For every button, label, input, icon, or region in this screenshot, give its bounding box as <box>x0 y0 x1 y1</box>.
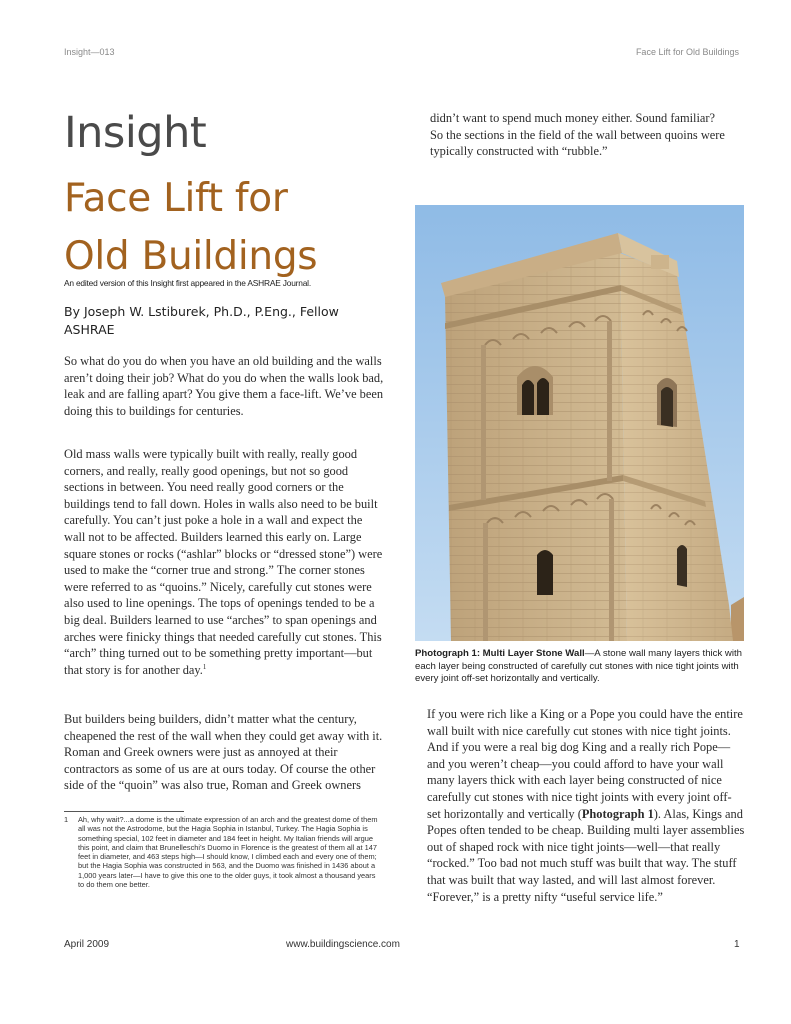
caption-label: Photograph 1: Multi Layer Stone Wall <box>415 648 585 659</box>
byline: By Joseph W. Lstiburek, Ph.D., P.Eng., Fellow ASHRAE <box>64 304 339 337</box>
series-title: Insight <box>64 108 207 158</box>
photograph-stone-tower <box>415 205 744 641</box>
footnote-number: 1 <box>64 815 69 824</box>
body-paragraph-2-text: Old mass walls were typically built with really, really good corners, and really, really good openings, but not so good sections in between. You need really good corners or the buildings tend to fall down. Holes in walls also need to be built carefully. You can’t just poke a hole in a wall and expect the wall not to be affected. Builders learned this early on. Large square stones or rocks (“ashlar” blocks or “dressed stone”) were used to make the “corner true and strong.” The corner stones were referred to as “quoins.” Nicely, carefully cut stones were also used to line openings. The tops of openings tended to be a big deal. Builders learned to use “arches” to span openings and arches were finicky things that needed carefully cut stones. This “arch” thing turned out to be something pretty important—but that story is for another day. <box>64 447 383 677</box>
caption-text: —A stone wall many layers thick with each layer being constructed of carefully cut stones with nice tight joints with every joint off-set horizontally and vertically. <box>415 648 742 685</box>
header-right: Face Lift for Old Buildings <box>635 47 739 57</box>
footnote <box>64 815 382 889</box>
footer-date: April 2009 <box>64 939 110 950</box>
photograph-reference[interactable]: Photograph 1 <box>581 806 654 821</box>
footnote-text: Ah, why wait?...a dome is the ultimate expression of an arch and the greatest dome of them all was not the Astrodome, but the Hagia Sophia in Istanbul, Turkey. The Hagia Sophia is something special, 102 feet in diameter and 184 feet in height. My Italian friends will argue this point, and claim that Brunelleschi’s Duomo in Florence is the greatest of them all at 147 feet in diameter, and 463 steps high—I should know, I climbed each and every one of them; but the Hagia Sophia was constructed in 563, and the Duomo was finished in 1436 about a 1,000 years later—I have to give this one to the older guys, it took almost a thousand years to do them one better. <box>78 815 378 890</box>
body-paragraph-5-a: If you were rich like a King or a Pope you could have the entire wall built with nice carefully cut stones with nice tight joints. And if you were a real big dog King and a really rich Pope—and you weren’t cheap—you could afford to have your wall many layers thick with each layer being constructed of nice carefully cut stones with nice tight joints with every joint off-set horizontally and vertically ( <box>427 707 743 821</box>
header-left: Insight—013 <box>64 47 115 57</box>
body-paragraph-3: But builders being builders, didn’t matter what the century, cheapened the rest of the wall when they could get away with it. Roman and Greek owners were just as annoyed at their contractors as some of us are at ours today. Of course the other side of the “quoin” was also true, Roman and Greek owners <box>64 712 383 793</box>
footnote-divider <box>64 811 184 812</box>
article-title-line1: Face Lift for <box>64 176 288 221</box>
body-paragraph-1: So what do you do when you have an old building and the walls aren’t doing their job? What do you do when the walls look bad, leak and are falling apart? You give them a face-lift. We’ve been doing this to buildings for centuries. <box>64 354 384 418</box>
edited-note: An edited version of this Insight first appeared in the ASHRAE Journal. <box>64 278 311 288</box>
footer-url[interactable]: www.buildingscience.com <box>286 939 400 950</box>
stone-tower-image <box>415 205 744 641</box>
article-title <box>64 170 317 286</box>
body-paragraph-4: didn’t want to spend much money either. Sound familiar? So the sections in the field of the wall between quoins were typically constructed with “rubble.” <box>430 111 725 159</box>
footnote-ref[interactable]: 1 <box>202 662 207 671</box>
footer-page-number: 1 <box>734 939 740 950</box>
article-title-line2: Old Buildings <box>64 234 318 279</box>
body-paragraph-2 <box>64 446 384 678</box>
photo-caption <box>415 648 747 686</box>
body-paragraph-5-b: ). Alas, Kings and Popes often tended to be cheap. Building multi layer assemblies out of shaped rock with nice tight joints—well—that really “rocked.” Too bad not much stuff was built that way. The stuff that was built that way lasted, and will last almost forever. “Forever,” is a pretty nifty “useful service life.” <box>427 806 745 904</box>
body-paragraph-5 <box>427 706 745 905</box>
